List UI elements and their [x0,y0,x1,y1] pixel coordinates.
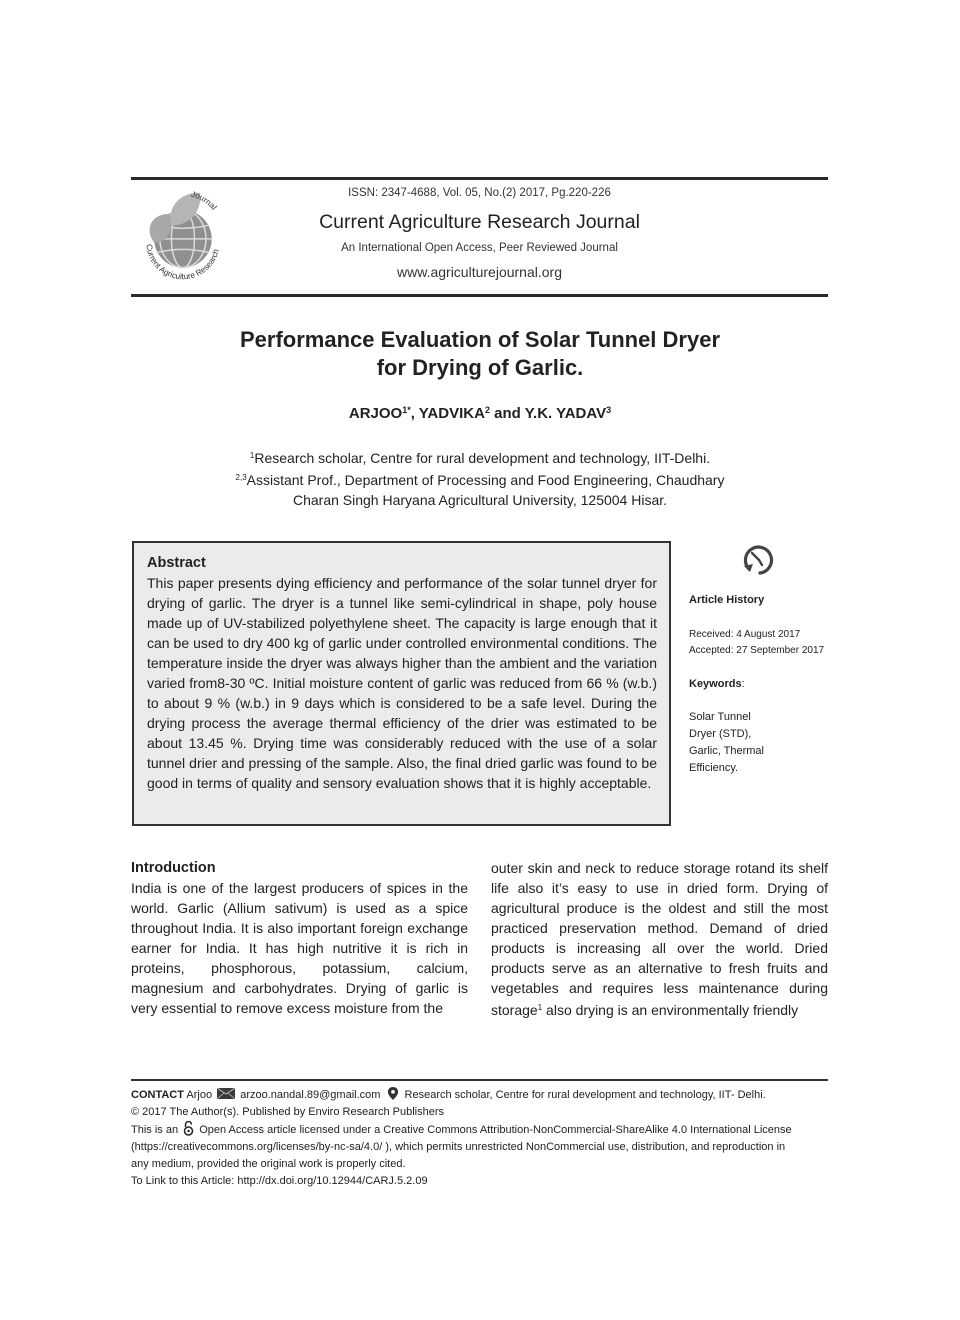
svg-text:Current Agriculture Research: Current Agriculture Research [144,243,221,282]
affiliation-line [130,468,830,490]
introduction-text-right-cont: also drying is an environmentally friendly [542,1002,799,1018]
affiliation-text: Assistant Prof., Department of Processing and Food Engineering, Chaudhary [246,472,725,488]
contact-name: Arjoo [186,1089,213,1101]
author-affil-sup: 1* [402,405,411,415]
paper-title-line-2: for Drying of Garlic. [376,355,584,380]
author-name: YADVIKA [418,405,485,422]
affiliation-text: Charan Singh Haryana Agricultural University, 125004 Hisar. [292,492,668,508]
open-access-lock-icon [183,1121,194,1136]
journal-subtitle: An International Open Access, Peer Reviewed Journal [341,242,618,254]
license-url-line[interactable]: (https://creativecommons.org/licenses/by-nc-sa/4.0/ ), which permits unrestricted NonCommercial use, distribution, and reproduction in [131,1141,786,1153]
body-column-left [131,858,468,1018]
header-top-rule [131,177,828,180]
location-pin-icon [387,1087,399,1100]
body-column-right [491,858,828,1020]
keyword-line: Garlic, Thermal [689,745,764,757]
license-text: Open Access article licensed under a Creative Commons Attribution-NonCommercial-ShareAlike 4.0 International License [199,1124,792,1136]
license-citation-line: any medium, provided the original work is properly cited. [131,1158,406,1170]
author-list [130,405,830,422]
paper-title-line-1: Performance Evaluation of Solar Tunnel Dryer [239,327,721,352]
keyword-line: Dryer (STD), [689,728,752,740]
introduction-heading: Introduction [131,860,216,876]
author-name: ARJOO [348,405,403,422]
introduction-text-right: outer skin and neck to reduce storage rotand its shelf life also it’s easy to use in dried form. Drying of agricultural produce is the oldest and still the most practiced preservation method. Demand of dried products is increasing all over the world. Dried products serve as an alternative to fresh fruits and vegetables and requires less maintenance during storage [491,860,828,1018]
abstract-text: This paper presents dying efficiency and performance of the solar tunnel dryer for drying of garlic. The dryer is a tunnel like semi-cylindrical in shape, poly house made up of UV-stabilized polyethylene sheet. The capacity is large enough that it can be used to dry 400 kg of garlic under controlled environmental conditions. The temperature inside the dryer was always higher than the ambient and the variation varied from8-30 ºC. Initial moisture content of garlic was reduced from 66 % (w.b.) to about 9 % (w.b.) in 9 days which is considered to be a safe level. During the drying process the average thermal efficiency of the drier was estimated to be about 13.45 %. Drying time was considerably reduced with the use of a solar tunnel drier and pressing of the sample. Also, the final dried garlic was found to be good in terms of quality and sensory evaluation shows that it is highly acceptable. [147,575,657,791]
journal-url-link[interactable]: www.agriculturejournal.org [397,264,562,280]
affiliation-line [130,490,830,510]
keywords-heading [689,678,745,690]
abstract-box [132,541,671,826]
journal-header [131,181,828,293]
footer-notes [131,1087,828,1190]
license-prefix: This is an [131,1124,179,1136]
copyright-line: © 2017 The Author(s). Published by Enviro Research Publishers [131,1106,445,1118]
affiliation-text: Research scholar, Centre for rural development and technology, IIT-Delhi. [254,450,711,466]
author-name: Y.K. YADAV [524,405,607,422]
affiliations [130,446,830,510]
author-affil-sup: 2 [484,405,490,415]
journal-title: Current Agriculture Research Journal [319,211,640,233]
author-separator: and [489,405,525,422]
keywords-colon: : [741,678,745,690]
citation-sup: 1 [537,1003,543,1012]
affiliation-sup: 1 [249,451,255,460]
keywords-label: Keywords [689,678,742,690]
header-bottom-rule [131,294,828,297]
contact-label: CONTACT [131,1089,184,1101]
author-affil-sup: 3 [606,405,612,415]
history-clock-icon [740,542,776,578]
abstract-heading: Abstract [147,555,206,571]
keyword-line: Solar Tunnel [689,711,751,723]
article-history-heading: Article History [689,594,765,606]
keyword-line: Efficiency. [689,762,739,774]
accepted-date: Accepted: 27 September 2017 [689,645,825,656]
keywords-list [689,709,789,777]
author-separator: , [410,405,419,422]
paper-title [130,326,830,382]
affiliation-line [130,446,830,468]
email-envelope-icon [217,1088,235,1099]
affiliation-sup: 2,3 [235,473,247,482]
doi-link-line[interactable]: To Link to this Article: http://dx.doi.org/10.12944/CARJ.5.2.09 [131,1175,428,1187]
contact-line [131,1087,828,1104]
contact-address: Research scholar, Centre for rural development and technology, IIT- Delhi. [404,1089,766,1101]
license-line [131,1121,828,1139]
issn-volume-line: ISSN: 2347-4688, Vol. 05, No.(2) 2017, Pg.220-226 [348,187,611,199]
received-date: Received: 4 August 2017 [689,629,801,640]
footer-rule [131,1079,828,1081]
contact-email-link[interactable]: arzoo.nandal.89@gmail.com [240,1089,381,1101]
introduction-text-left: India is one of the largest producers of spices in the world. Garlic (Allium sativum) is used as a spice throughout India. It is also important foreign exchange earner for India. It has high nutritive it is rich in proteins, phosphorous, potassium, calcium, magnesium and carbohydrates. Drying of garlic is very essential to remove excess moisture from the [131,880,468,1016]
svg-text:Journal: Journal [190,189,219,212]
